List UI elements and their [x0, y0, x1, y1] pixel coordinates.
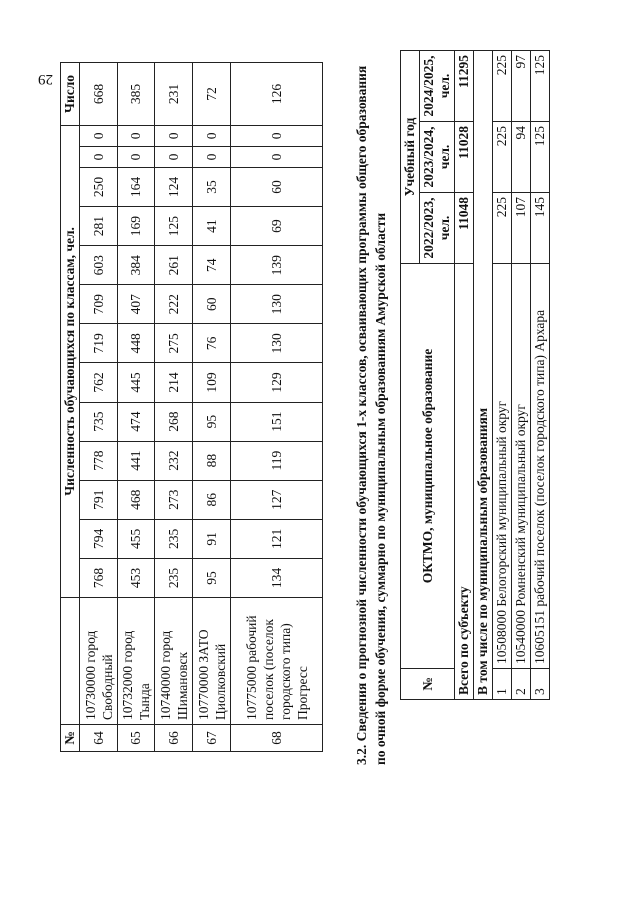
- cell: 125: [531, 122, 550, 193]
- cell: 0: [231, 146, 323, 167]
- cell: 214: [155, 363, 193, 402]
- cell: 468: [118, 480, 155, 519]
- cell: 0: [118, 125, 155, 146]
- cell: 225: [493, 193, 512, 264]
- table-header-row: [61, 63, 80, 752]
- cell: 231: [155, 63, 193, 126]
- cell: 11028: [455, 122, 474, 193]
- cell: 0: [193, 125, 231, 146]
- cell: 125: [531, 51, 550, 122]
- cell: 222: [155, 285, 193, 324]
- cell: 94: [512, 122, 531, 193]
- col-year-header: 2024/2025, чел.: [420, 51, 455, 122]
- table-row: [193, 63, 231, 752]
- subheader-label: В том числе по муниципальным образованиям: [474, 51, 493, 700]
- cell: 448: [118, 324, 155, 363]
- cell: 268: [155, 402, 193, 441]
- cell: 88: [193, 441, 231, 480]
- page-number: 29: [38, 71, 53, 87]
- cell: 794: [80, 519, 118, 558]
- row-name: 10775000 рабочий поселок (поселок городского типа) Прогресс: [231, 598, 323, 725]
- cell: 11295: [455, 51, 474, 122]
- cell: 455: [118, 519, 155, 558]
- total-label: Всего по субъекту: [455, 264, 474, 700]
- col-year-group-header: Учебный год: [401, 51, 420, 264]
- cell: 107: [512, 193, 531, 264]
- table-row: [512, 51, 531, 700]
- col-no-header: №: [61, 725, 80, 752]
- cell: 169: [118, 207, 155, 246]
- cell: 35: [193, 167, 231, 206]
- cell: 0: [80, 146, 118, 167]
- table-row: [231, 63, 323, 752]
- cell: 474: [118, 402, 155, 441]
- row-no: 68: [231, 725, 323, 752]
- row-name: 10508000 Белогорский муниципальный округ: [493, 264, 512, 669]
- table-row: [493, 51, 512, 700]
- cell: 86: [193, 480, 231, 519]
- cell: 0: [155, 125, 193, 146]
- table-row: [80, 63, 118, 752]
- students-by-class-table: [60, 62, 323, 752]
- cell: 91: [193, 519, 231, 558]
- cell: 119: [231, 441, 323, 480]
- cell: 72: [193, 63, 231, 126]
- row-name: 10730000 город Свободный: [80, 598, 118, 725]
- table-row: [155, 63, 193, 752]
- cell: 407: [118, 285, 155, 324]
- cell: 735: [80, 402, 118, 441]
- cell: 145: [531, 193, 550, 264]
- section-heading: 3.2. Сведения о прогнозной численности обучающихся 1-х классов, осваивающих программы общего образования по очной форме обучения, суммарно по муниципальным образованиям Амурской области: [354, 65, 388, 765]
- cell: 130: [231, 324, 323, 363]
- cell: 281: [80, 207, 118, 246]
- cell: 0: [118, 146, 155, 167]
- total-row: [455, 51, 474, 700]
- col-group-header: Численность обучающихся по классам, чел.: [61, 125, 80, 597]
- cell: 0: [80, 125, 118, 146]
- cell: 768: [80, 558, 118, 597]
- cell: 139: [231, 246, 323, 285]
- cell: 74: [193, 246, 231, 285]
- cell: 60: [193, 285, 231, 324]
- cell: 603: [80, 246, 118, 285]
- cell: 275: [155, 324, 193, 363]
- cell: 778: [80, 441, 118, 480]
- cell: 129: [231, 363, 323, 402]
- row-no: 3: [531, 669, 550, 700]
- cell: 250: [80, 167, 118, 206]
- cell: 384: [118, 246, 155, 285]
- cell: 0: [231, 125, 323, 146]
- table-row: [118, 63, 155, 752]
- first-grade-forecast-table: [400, 50, 550, 700]
- table-row: [531, 51, 550, 700]
- row-no: 1: [493, 669, 512, 700]
- row-name: 10732000 город Тында: [118, 598, 155, 725]
- cell: 109: [193, 363, 231, 402]
- col-last-header: Число: [61, 63, 80, 126]
- cell: 668: [80, 63, 118, 126]
- cell: 232: [155, 441, 193, 480]
- cell: 127: [231, 480, 323, 519]
- cell: 60: [231, 167, 323, 206]
- cell: 453: [118, 558, 155, 597]
- cell: 95: [193, 402, 231, 441]
- cell: 261: [155, 246, 193, 285]
- table-header-row: [401, 51, 420, 700]
- col-year-header: 2022/2023, чел.: [420, 193, 455, 264]
- row-no: 65: [118, 725, 155, 752]
- row-name: 10605151 рабочий поселок (поселок городского типа) Архара: [531, 264, 550, 669]
- cell: 235: [155, 519, 193, 558]
- cell: 441: [118, 441, 155, 480]
- row-no: 66: [155, 725, 193, 752]
- cell: 0: [155, 146, 193, 167]
- row-name: 10740000 город Шимановск: [155, 598, 193, 725]
- cell: 164: [118, 167, 155, 206]
- cell: 126: [231, 63, 323, 126]
- cell: 69: [231, 207, 323, 246]
- row-no: 64: [80, 725, 118, 752]
- cell: 151: [231, 402, 323, 441]
- subheader-row: [474, 51, 493, 700]
- row-name: 10540000 Ромненский муниципальный округ: [512, 264, 531, 669]
- cell: 11048: [455, 193, 474, 264]
- row-no: 2: [512, 669, 531, 700]
- cell: 762: [80, 363, 118, 402]
- cell: 385: [118, 63, 155, 126]
- row-name: 10770000 ЗАТО Циолковский: [193, 598, 231, 725]
- cell: 709: [80, 285, 118, 324]
- cell: 719: [80, 324, 118, 363]
- cell: 76: [193, 324, 231, 363]
- cell: 0: [193, 146, 231, 167]
- cell: 134: [231, 558, 323, 597]
- cell: 130: [231, 285, 323, 324]
- cell: 41: [193, 207, 231, 246]
- cell: 225: [493, 51, 512, 122]
- cell: 124: [155, 167, 193, 206]
- cell: 273: [155, 480, 193, 519]
- cell: 445: [118, 363, 155, 402]
- col-name-header: ОКТМО, муниципальное образование: [401, 264, 455, 669]
- cell: 225: [493, 122, 512, 193]
- cell: 97: [512, 51, 531, 122]
- cell: 791: [80, 480, 118, 519]
- cell: 95: [193, 558, 231, 597]
- row-no: 67: [193, 725, 231, 752]
- col-year-header: 2023/2024, чел.: [420, 122, 455, 193]
- cell: 235: [155, 558, 193, 597]
- cell: 121: [231, 519, 323, 558]
- col-name-header: [61, 598, 80, 725]
- cell: 125: [155, 207, 193, 246]
- col-no-header: №: [401, 669, 455, 700]
